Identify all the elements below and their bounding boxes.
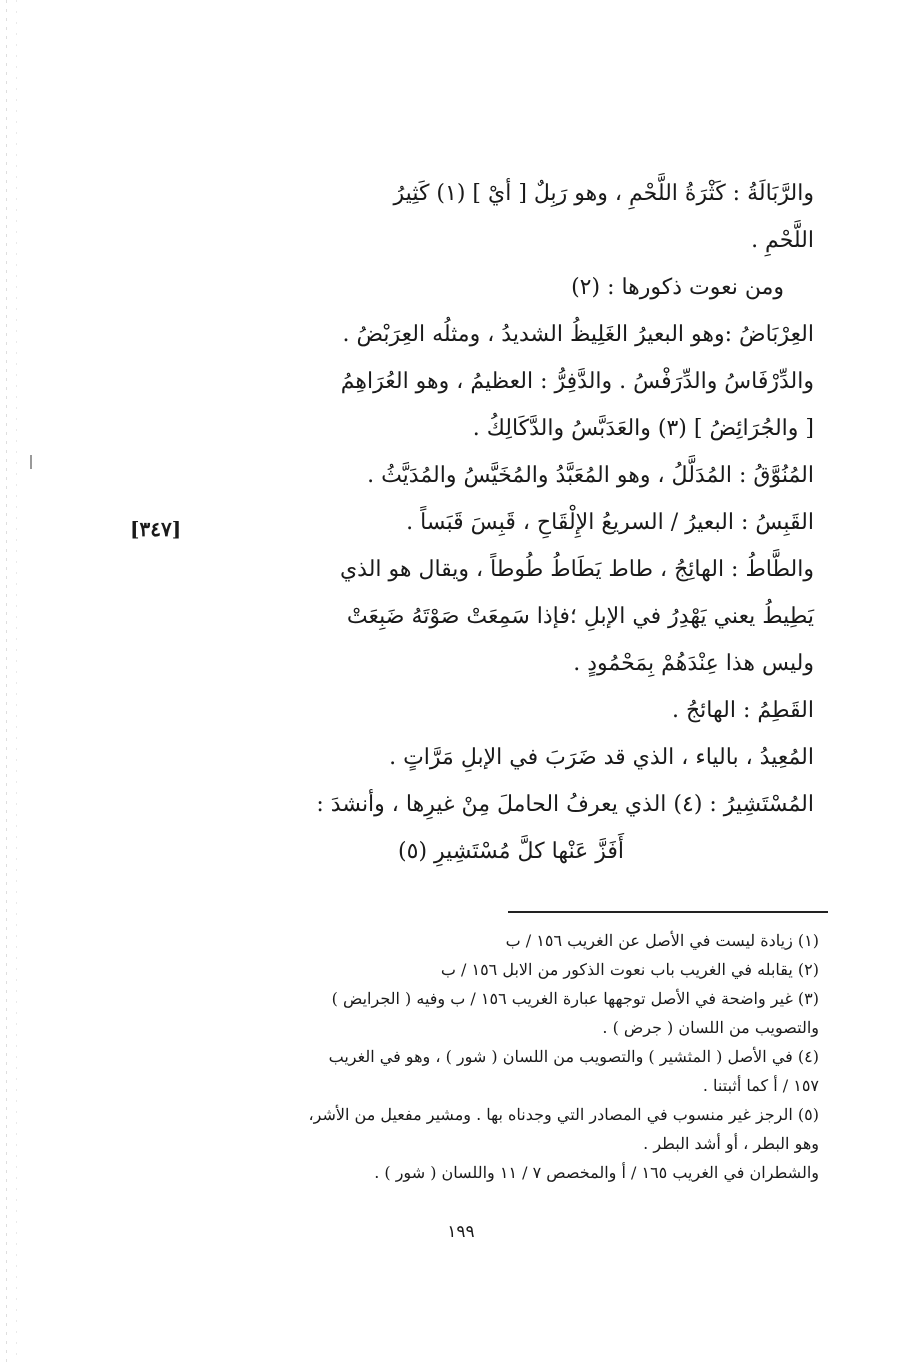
text-line: [ والجُرَائِضُ ] (٣) والعَدَبَّسُ والدَّكَالِكُ . [472, 416, 814, 441]
footnote-line: (١) زيادة ليست في الأصل عن الغريب ١٥٦ / ب [505, 931, 819, 950]
footnote-line: وهو البطر ، أو أشد البطر . [643, 1134, 819, 1153]
text-line: المُسْتَشِيرُ : (٤) الذي يعرفُ الحاملَ مِنْ غيرِها ، وأنشدَ : [316, 792, 814, 817]
footnote-line: (٢) يقابله في الغريب باب نعوت الذكور من الابل ١٥٦ / ب [440, 960, 819, 979]
margin-page-marker: [٣٤٧] [130, 517, 182, 541]
footnote-line: (٣) غير واضحة في الأصل توجهها عبارة الغريب ١٥٦ / ب وفيه ( الجرايض ) [331, 989, 819, 1008]
text-line: والرَّبَالَةُ : كَثْرَةُ اللَّحْمِ ، وهو رَبِلٌ [ أيْ ] (١) كَثِيرُ [393, 181, 814, 206]
scan-edge-mark [6, 0, 7, 1362]
text-line: المُنُوَّقُ : المُدَلَّلُ ، وهو المُعَبَّدُ والمُخَيَّسُ والمُدَيَّثُ . [367, 463, 814, 488]
text-line: العِرْبَاضُ :وهو البعيرُ الغَلِيظُ الشديدُ ، ومثلُه العِرَبْضُ . [342, 322, 814, 347]
text-line: القَطِمُ : الهائجُ . [671, 698, 814, 723]
text-line: يَطِيطُ يعني يَهْدِرُ في الإبلِ ؛فإذا سَمِعَتْ صَوْتَهُ ضَبِعَتْ [346, 604, 814, 629]
footnote-line: (٥) الرجز غير منسوب في المصادر التي وجدناه بها . ومشير مفعيل من الأشر، [308, 1105, 819, 1124]
footnote-line: (٤) في الأصل ( المثشير ) والتصويب من اللسان ( شور ) ، وهو في الغريب [328, 1047, 819, 1066]
footnote-line: ١٥٧ / أ كما أثبتنا . [702, 1076, 819, 1095]
text-line: وليس هذا عِنْدَهُمْ بِمَحْمُودٍ . [573, 651, 814, 676]
scan-tick-mark [30, 455, 32, 469]
text-line: المُعِيدُ ، بالياء ، الذي قد ضَرَبَ في الإبلِ مَرَّاتٍ . [389, 745, 814, 770]
text-line: والدِّرْفَاسُ والدِّرَفْسُ . والدَّفِرُّ : العظيمُ ، وهو العُرَاهِمُ [340, 369, 814, 394]
footnotes [199, 926, 819, 1187]
section-heading: ومن نعوت ذكورها : (٢) [571, 275, 784, 300]
text-line: والطَّاطُ : الهائِجُ ، طاط يَطَاطُ طُوطاً ، ويقال هو الذي [339, 557, 814, 582]
footnote-line: والشطران في الغريب ١٦٥ / أ والمخصص ٧ / ١١ واللسان ( شور ) . [374, 1163, 819, 1182]
page-number: ١٩٩ [447, 1222, 475, 1242]
footnote-line: والتصويب من اللسان ( جرض ) . [602, 1018, 819, 1037]
text-line: اللَّحْمِ . [751, 228, 814, 253]
scan-edge-mark-secondary [16, 0, 17, 1362]
main-text [214, 170, 814, 875]
text-line: القَبِسُ : البعيرُ / السريعُ الإِلْقَاحِ ، قَبِسَ قَبَساً . [406, 510, 814, 535]
footnote-divider [508, 911, 828, 913]
verse-line: أَفَزَّ عَنْها كلَّ مُسْتَشِيرِ (٥) [398, 839, 624, 864]
